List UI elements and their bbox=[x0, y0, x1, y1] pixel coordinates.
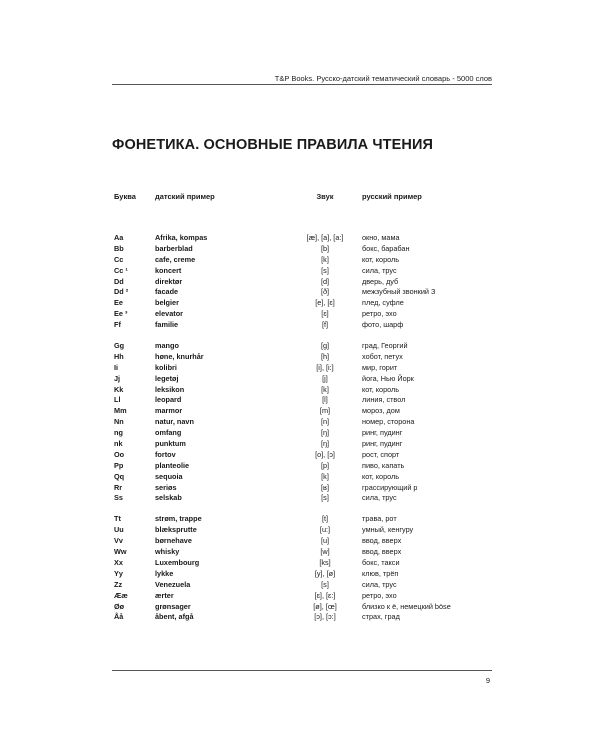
russian-cell: бокс, барабан bbox=[362, 243, 410, 253]
example-cell: kolibri bbox=[155, 362, 177, 372]
example-cell: høne, knurhår bbox=[155, 351, 204, 361]
table-row bbox=[0, 493, 600, 504]
letter-cell: Ff bbox=[114, 320, 121, 330]
table-row bbox=[0, 320, 600, 331]
sound-cell: [p] bbox=[320, 460, 330, 470]
letter-cell: Aa bbox=[114, 233, 124, 242]
sound-cell: [u] bbox=[320, 536, 330, 546]
russian-cell: межзубный звонкий З bbox=[362, 287, 436, 297]
row-group bbox=[0, 514, 600, 623]
example-cell: grønsager bbox=[155, 601, 191, 611]
sound-cell: [n] bbox=[320, 417, 330, 427]
example-cell: koncert bbox=[155, 265, 182, 275]
sound-cell: [m] bbox=[319, 406, 331, 416]
example-cell: punktum bbox=[155, 439, 186, 449]
russian-cell: близко к ё, немецкий böse bbox=[362, 601, 451, 611]
sound-cell: [j] bbox=[322, 373, 328, 383]
russian-cell: страх, град bbox=[362, 612, 400, 622]
sound-cell: [b] bbox=[320, 243, 330, 253]
russian-cell: йога, Нью Йорк bbox=[362, 373, 414, 383]
russian-cell: окно, мама bbox=[362, 233, 400, 242]
letter-cell: Oo bbox=[114, 449, 125, 459]
sound-cell: [l] bbox=[322, 395, 328, 405]
example-cell: seriøs bbox=[155, 482, 177, 492]
table-row bbox=[0, 406, 600, 417]
example-cell: Luxembourg bbox=[155, 557, 200, 567]
example-cell: whisky bbox=[155, 547, 180, 557]
table-row bbox=[0, 439, 600, 450]
sound-cell: [f] bbox=[321, 320, 329, 330]
sound-cell: [ŋ] bbox=[320, 428, 330, 438]
sound-cell: [w] bbox=[320, 547, 330, 557]
letter-cell: Ll bbox=[114, 395, 121, 405]
table-row bbox=[0, 483, 600, 494]
sound-cell: [h] bbox=[320, 351, 330, 361]
russian-cell: ринг, пудинг bbox=[362, 439, 403, 449]
letter-cell: Dd bbox=[114, 276, 124, 286]
column-header-sound: Звук bbox=[316, 192, 334, 201]
russian-cell: линия, ствол bbox=[362, 395, 406, 405]
table-row bbox=[0, 525, 600, 536]
letter-cell: Jj bbox=[114, 373, 121, 383]
russian-cell: ретро, эхо bbox=[362, 309, 397, 319]
example-cell: legetøj bbox=[155, 373, 179, 383]
russian-cell: грассирующий р bbox=[362, 482, 418, 492]
sound-cell: [y], [ø] bbox=[314, 568, 336, 578]
sound-cell: [ks] bbox=[319, 557, 331, 567]
sound-cell: [ŋ] bbox=[320, 439, 330, 449]
table-row bbox=[0, 428, 600, 439]
example-cell: selskab bbox=[155, 493, 182, 503]
example-cell: åbent, afgå bbox=[155, 612, 194, 622]
running-header: T&P Books. Русско-датский тематический словарь - 5000 слов bbox=[274, 74, 492, 83]
letter-cell: Gg bbox=[114, 341, 125, 351]
example-cell: familie bbox=[155, 320, 179, 330]
table-row bbox=[0, 591, 600, 602]
russian-cell: ввод, вверх bbox=[362, 536, 402, 546]
example-cell: sequoia bbox=[155, 471, 183, 481]
table-row bbox=[0, 602, 600, 613]
letter-cell: Dd ² bbox=[114, 287, 129, 297]
example-cell: ærter bbox=[155, 590, 174, 600]
table-row bbox=[0, 472, 600, 483]
letter-cell: Ww bbox=[114, 547, 127, 557]
letter-cell: Ss bbox=[114, 493, 123, 503]
russian-cell: бокс, такси bbox=[362, 557, 400, 567]
russian-cell: номер, сторона bbox=[362, 417, 415, 427]
russian-cell: ретро, эхо bbox=[362, 590, 397, 600]
row-group bbox=[0, 233, 600, 331]
table-row bbox=[0, 255, 600, 266]
table-row bbox=[0, 547, 600, 558]
example-cell: omfang bbox=[155, 428, 182, 438]
letter-cell: Ee ³ bbox=[114, 309, 128, 319]
example-cell: belgier bbox=[155, 298, 179, 308]
russian-cell: фото, шарф bbox=[362, 320, 404, 330]
table-row bbox=[0, 352, 600, 363]
letter-cell: Ee bbox=[114, 298, 123, 308]
table-row bbox=[0, 298, 600, 309]
russian-cell: дверь, дуб bbox=[362, 276, 399, 286]
row-group bbox=[0, 341, 600, 504]
sound-cell: [u:] bbox=[319, 525, 331, 535]
sound-cell: [ʁ] bbox=[320, 482, 329, 492]
example-cell: blæksprutte bbox=[155, 525, 197, 535]
letter-cell: Åå bbox=[114, 612, 124, 622]
example-cell: barberblad bbox=[155, 243, 193, 253]
example-cell: Afrika, kompas bbox=[155, 233, 208, 242]
table-row bbox=[0, 244, 600, 255]
letter-cell: Cc bbox=[114, 254, 124, 264]
table-row bbox=[0, 569, 600, 580]
table-row bbox=[0, 536, 600, 547]
russian-cell: клюв, трёп bbox=[362, 568, 399, 578]
russian-cell: плед, суфле bbox=[362, 298, 404, 308]
letter-cell: Bb bbox=[114, 243, 124, 253]
sound-cell: [t] bbox=[321, 514, 329, 524]
letter-cell: Ææ bbox=[114, 590, 128, 600]
table-row bbox=[0, 374, 600, 385]
letter-cell: Zz bbox=[114, 579, 123, 589]
example-cell: mango bbox=[155, 341, 179, 351]
russian-cell: пиво, капать bbox=[362, 460, 405, 470]
russian-cell: сила, трус bbox=[362, 493, 397, 503]
sound-cell: [s] bbox=[321, 579, 329, 589]
example-cell: strøm, trappe bbox=[155, 514, 202, 524]
example-cell: marmor bbox=[155, 406, 183, 416]
sound-cell: [æ], [a], [a:] bbox=[306, 233, 344, 242]
footer-rule bbox=[112, 670, 492, 671]
russian-cell: хобот, петух bbox=[362, 351, 403, 361]
example-cell: cafe, creme bbox=[155, 254, 196, 264]
letter-cell: Xx bbox=[114, 557, 123, 567]
sound-cell: [e], [ɛ] bbox=[315, 298, 335, 308]
letter-cell: Qq bbox=[114, 471, 125, 481]
russian-cell: рост, спорт bbox=[362, 449, 400, 459]
phonetics-table bbox=[0, 233, 600, 633]
russian-cell: мир, горит bbox=[362, 362, 398, 372]
table-row bbox=[0, 266, 600, 277]
sound-cell: [g] bbox=[320, 341, 330, 351]
example-cell: leksikon bbox=[155, 384, 185, 394]
page-number: 9 bbox=[485, 676, 490, 685]
sound-cell: [ɛ], [ɛ:] bbox=[314, 590, 336, 600]
russian-cell: мороз, дом bbox=[362, 406, 400, 416]
example-cell: natur, navn bbox=[155, 417, 194, 427]
example-cell: leopard bbox=[155, 395, 182, 405]
table-row bbox=[0, 450, 600, 461]
letter-cell: Cc ¹ bbox=[114, 265, 128, 275]
table-row bbox=[0, 287, 600, 298]
table-row bbox=[0, 363, 600, 374]
example-cell: planteolie bbox=[155, 460, 190, 470]
russian-cell: сила, трус bbox=[362, 265, 397, 275]
letter-cell: Ii bbox=[114, 362, 119, 372]
example-cell: fortov bbox=[155, 449, 176, 459]
sound-cell: [o], [ɔ] bbox=[315, 449, 335, 459]
sound-cell: [i], [i:] bbox=[316, 362, 334, 372]
letter-cell: Hh bbox=[114, 351, 124, 361]
russian-cell: кот, король bbox=[362, 384, 400, 394]
letter-cell: Øø bbox=[114, 601, 125, 611]
russian-cell: сила, трус bbox=[362, 579, 397, 589]
table-row bbox=[0, 341, 600, 352]
example-cell: lykke bbox=[155, 568, 174, 578]
table-row bbox=[0, 558, 600, 569]
letter-cell: ng bbox=[114, 428, 123, 438]
example-cell: direktør bbox=[155, 276, 183, 286]
column-header-russian: русский пример bbox=[362, 192, 422, 201]
russian-cell: ринг, пудинг bbox=[362, 428, 403, 438]
sound-cell: [k] bbox=[321, 471, 329, 481]
table-row bbox=[0, 277, 600, 288]
letter-cell: Rr bbox=[114, 482, 123, 492]
column-header-letter: Буква bbox=[114, 192, 136, 201]
sound-cell: [d] bbox=[320, 276, 330, 286]
table-row bbox=[0, 309, 600, 320]
table-row bbox=[0, 395, 600, 406]
table-row bbox=[0, 385, 600, 396]
letter-cell: Yy bbox=[114, 568, 123, 578]
letter-cell: Kk bbox=[114, 384, 124, 394]
example-cell: Venezuela bbox=[155, 579, 191, 589]
letter-cell: Tt bbox=[114, 514, 121, 524]
sound-cell: [k] bbox=[321, 384, 329, 394]
sound-cell: [ɛ] bbox=[321, 309, 329, 319]
table-row bbox=[0, 580, 600, 591]
example-cell: børnehave bbox=[155, 536, 192, 546]
column-header-example: датский пример bbox=[155, 192, 215, 201]
russian-cell: кот, король bbox=[362, 254, 400, 264]
letter-cell: Uu bbox=[114, 525, 124, 535]
sound-cell: [s] bbox=[321, 265, 329, 275]
page-title: ФОНЕТИКА. ОСНОВНЫЕ ПРАВИЛА ЧТЕНИЯ bbox=[112, 137, 433, 153]
letter-cell: nk bbox=[114, 439, 123, 449]
table-row bbox=[0, 233, 600, 244]
letter-cell: Vv bbox=[114, 536, 123, 546]
russian-cell: кот, король bbox=[362, 471, 400, 481]
table-row bbox=[0, 612, 600, 623]
sound-cell: [ɔ], [ɔ:] bbox=[314, 612, 336, 622]
sound-cell: [s] bbox=[321, 493, 329, 503]
table-row bbox=[0, 514, 600, 525]
header-rule bbox=[112, 84, 492, 85]
russian-cell: трава, рот bbox=[362, 514, 397, 524]
russian-cell: град, Георгий bbox=[362, 341, 408, 351]
table-row bbox=[0, 461, 600, 472]
sound-cell: [k] bbox=[321, 254, 329, 264]
letter-cell: Mm bbox=[114, 406, 127, 416]
letter-cell: Nn bbox=[114, 417, 124, 427]
sound-cell: [ø], [œ] bbox=[313, 601, 337, 611]
russian-cell: ввод, вверх bbox=[362, 547, 402, 557]
russian-cell: умный, кенгуру bbox=[362, 525, 414, 535]
example-cell: facade bbox=[155, 287, 179, 297]
sound-cell: [ð] bbox=[320, 287, 330, 297]
table-row bbox=[0, 417, 600, 428]
letter-cell: Pp bbox=[114, 460, 124, 470]
example-cell: elevator bbox=[155, 309, 183, 319]
